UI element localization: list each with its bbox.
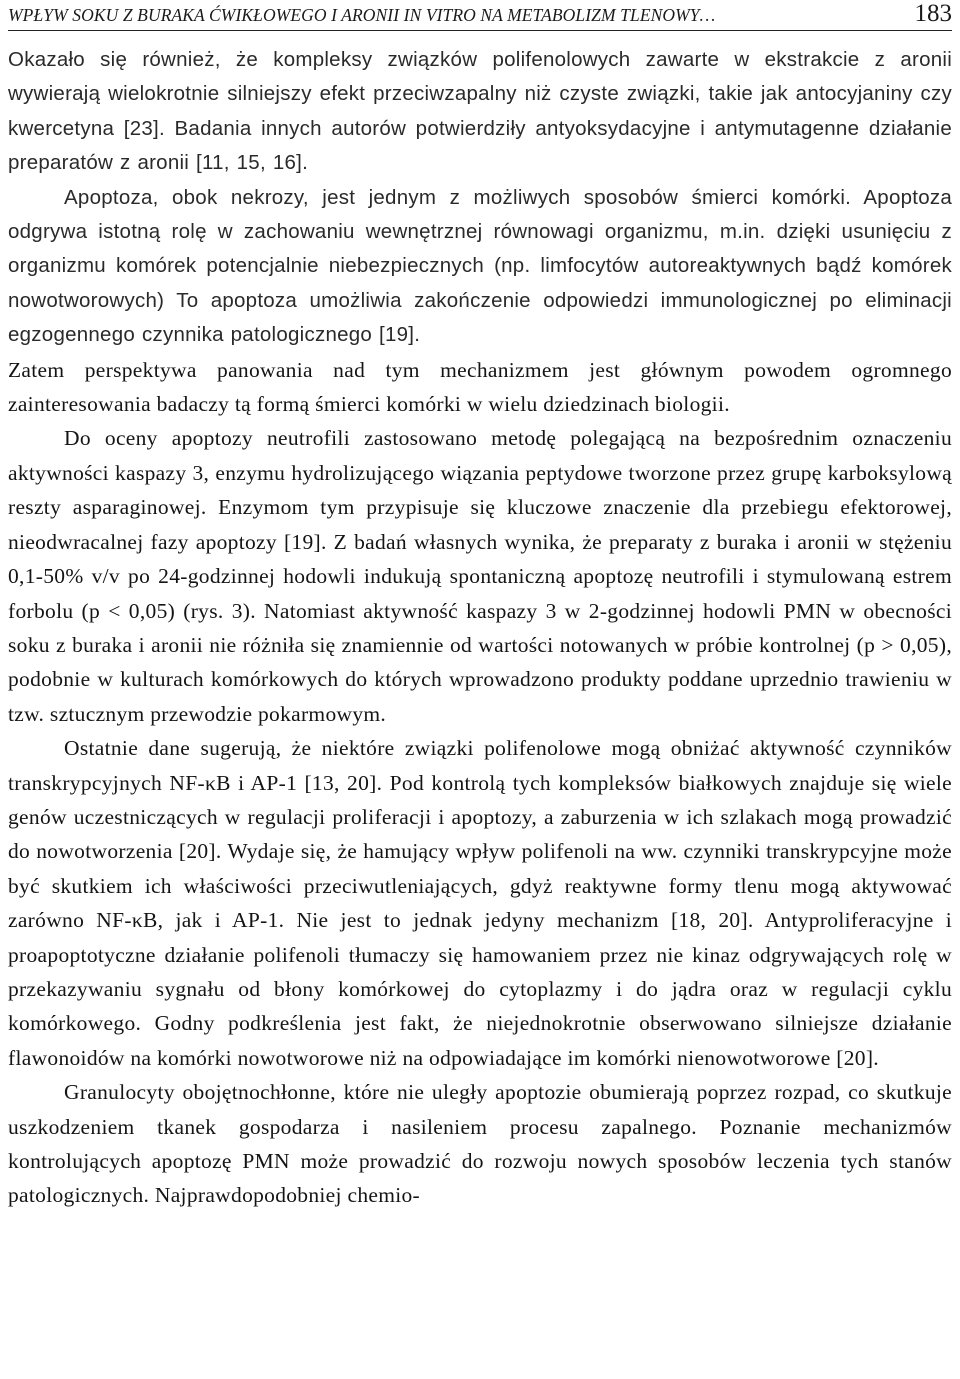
body-text	[8, 43, 952, 1213]
running-title: WPŁYW SOKU Z BURAKA ĆWIKŁOWEGO I ARONII IN VITRO NA METABOLIZM TLENOWY…	[8, 5, 716, 25]
paragraph-transcription-factors: Ostatnie dane sugerują, że niektóre związki polifenolowe mogą obniżać aktywność czynników transkrypcyjnych NF-κB i AP-1 [13, 20]. Pod kontrolą tych kompleksów białkowych znajduje się wiele genów uczestniczących w regulacji proliferacji i apoptozy, a zaburzenia w ich szlakach mogą prowadzić do nowotworzenia [20]. Wydaje się, że hamujący wpływ polifenoli na ww. czynniki transkrypcyjne może być skutkiem ich właściwości przeciwutleniających, gdyż reaktywne formy tlenu mogą aktywować zarówno NF-κB, jak i AP-1. Nie jest to jednak jedyny mechanizm [18, 20]. Antyproliferacyjne i proapoptotyczne działanie polifenoli tłumaczy się hamowaniem przez nie kinaz odgrywających rolę w przekazywaniu sygnału od błony komórkowej do cytoplazmy i do jądra oraz w regulacji cyklu komórkowego. Godny podkreślenia jest fakt, że niejednokrotnie obserwowano silniejsze działanie flawonoidów na komórki nowotworowe niż na odpowiadające im komórki nienowotworowe [20].	[8, 736, 952, 1070]
paragraph-granulocytes: Granulocyty obojętnochłonne, które nie uległy apoptozie obumierają poprzez rozpad, co skutkuje uszkodzeniem tkanek gospodarza i nasileniem procesu zapalnego. Poznanie mechanizmów kontrolujących apoptozę PMN może prowadzić do rozwoju nowych sposobów leczenia tych stanów patologicznych. Najprawdopodobniej chemio-	[8, 1080, 952, 1208]
paragraph-apoptosis-definition: Apoptoza, obok nekrozy, jest jednym z możliwych sposobów śmierci komórki. Apoptoza odgrywa istotną rolę w zachowaniu wewnętrznej równowagi organizmu, m.in. dzięki usunięciu z organizmu komórek potencjalnie niebezpiecznych (np. limfocytów autoreaktywnych bądź komórek nowotworowych) To apoptoza umożliwia zakończenie odpowiedzi immunologicznej po eliminacji egzogennego czynnika patologicznego [19].	[8, 185, 952, 347]
paragraph-caspase-assay: Do oceny apoptozy neutrofili zastosowano metodę polegającą na bezpośrednim oznaczeniu aktywności kaspazy 3, enzymu hydrolizującego wiązania peptydowe tworzone przez grupę karboksylową reszty asparaginowej. Enzymom tym przypisuje się kluczowe znaczenie dla przebiegu efektorowej, nieodwracalnej fazy apoptozy [19]. Z badań własnych wynika, że preparaty z buraka i aronii w stężeniu 0,1-50% v/v po 24-godzinnej hodowli indukują spontaniczną apoptozę neutrofili i stymulowaną estrem forbolu (p < 0,05) (rys. 3). Natomiast aktywność kaspazy 3 w 2-godzinnej hodowli PMN w obecności soku z buraka i aronii nie różniła się znamiennie od wartości notowanych w próbie kontrolnej (p > 0,05), podobnie w kulturach komórkowych do których wprowadzono produkty poddane uprzednio trawieniu w tzw. sztucznym przewodzie pokarmowym.	[8, 426, 952, 726]
page-number: 183	[914, 0, 952, 27]
running-header	[8, 0, 952, 31]
paragraph-aronia-antiinflammatory: Okazało się również, że kompleksy związków polifenolowych zawarte w ekstrakcie z aronii wywierają wielokrotnie silniejszy efekt przeciwzapalny niż czyste związki, takie jak antocyjaniny czy kwercetyna [23]. Badania innych autorów potwierdziły antyoksydacyjne i antymutagenne działanie preparatów z aronii [11, 15, 16].	[8, 48, 952, 175]
document-page	[8, 0, 952, 1213]
paragraph-apoptosis-interest: Zatem perspektywa panowania nad tym mechanizmem jest głównym powodem ogromnego zainteresowania badaczy tą formą śmierci komórki w wielu dziedzinach biologii.	[8, 357, 952, 417]
